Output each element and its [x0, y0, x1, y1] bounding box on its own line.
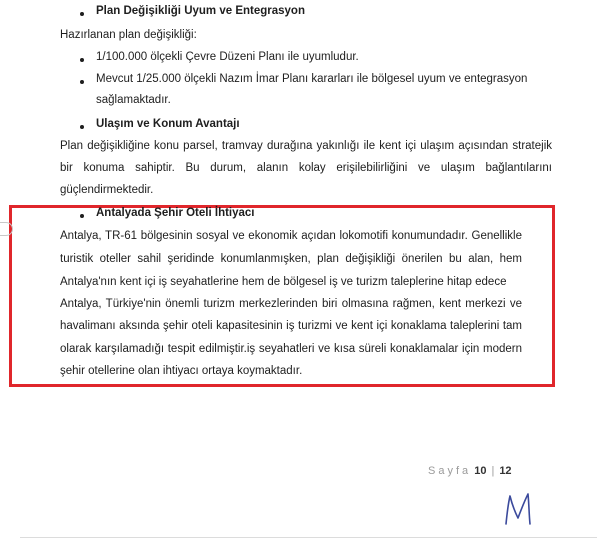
paragraph-line: bir konuma sahiptir. Bu durum, alanın kolay erişilebilirliğini ve ulaşım bağlantılarını — [60, 162, 552, 174]
bullet-item-master-plan-cont: sağlamaktadır. — [96, 94, 171, 106]
bullet-dot — [80, 12, 84, 16]
bullet-dot — [80, 58, 84, 62]
paragraph-line: Plan değişikliğine konu parsel, tramvay durağına yakınlığı ile kent içi ulaşım açısından stratejik — [60, 140, 552, 152]
page-label: Sayfa — [428, 465, 472, 477]
bullet-dot — [80, 80, 84, 84]
paragraph-line: Antalya, TR-61 bölgesinin sosyal ve ekonomik açıdan lokomotifi konumundadır. Genellikle — [60, 230, 522, 242]
paragraph-line: turistik oteller sahil şeridinde konumlanmışken, plan değişikliği önerilen bu alan, hem — [60, 253, 522, 265]
page-total: 12 — [499, 465, 512, 477]
paragraph-line: Antalya, Türkiye'nin önemli turizm merkezlerinden biri olmasına rağmen, kent merkezi ve — [60, 298, 522, 310]
paragraph-line: havalimanı aksında şehir oteli kapasitesinin iş turizmi ve kent içi konaklama taleplerini tam — [60, 320, 522, 332]
bottom-divider — [20, 537, 597, 538]
signature-icon — [500, 490, 540, 528]
page-number — [428, 465, 512, 477]
paragraph-line: olarak karşılamadığı tespit edilmiştir.iş seyahatleri ve kısa süreli konaklamalar için modern — [60, 343, 522, 355]
bullet-item-master-plan: Mevcut 1/25.000 ölçekli Nazım İmar Planı kararları ile bölgesel uyum ve entegrasyon — [96, 73, 528, 85]
section-heading-integration: Plan Değişikliği Uyum ve Entegrasyon — [96, 5, 305, 17]
page-current: 10 — [474, 465, 487, 477]
bullet-item-environment-plan: 1/100.000 ölçekli Çevre Düzeni Planı ile uyumludur. — [96, 51, 359, 63]
section-heading-transport: Ulaşım ve Konum Avantajı — [96, 118, 240, 130]
section-intro: Hazırlanan plan değişikliği: — [60, 29, 197, 41]
bullet-dot — [80, 214, 84, 218]
paragraph-line: Antalya'nın kent içi iş seyahatlerine hem de bölgesel iş ve turizm taleplerine hitap edece — [60, 276, 507, 288]
page-separator: | — [491, 465, 495, 477]
bullet-dot — [80, 125, 84, 129]
paragraph-line: şehir otellerine olan ihtiyacı ortaya koymaktadır. — [60, 365, 303, 377]
section-heading-city-hotel: Antalyada Şehir Oteli İhtiyacı — [96, 207, 255, 219]
paragraph-line: güçlendirmektedir. — [60, 184, 154, 196]
